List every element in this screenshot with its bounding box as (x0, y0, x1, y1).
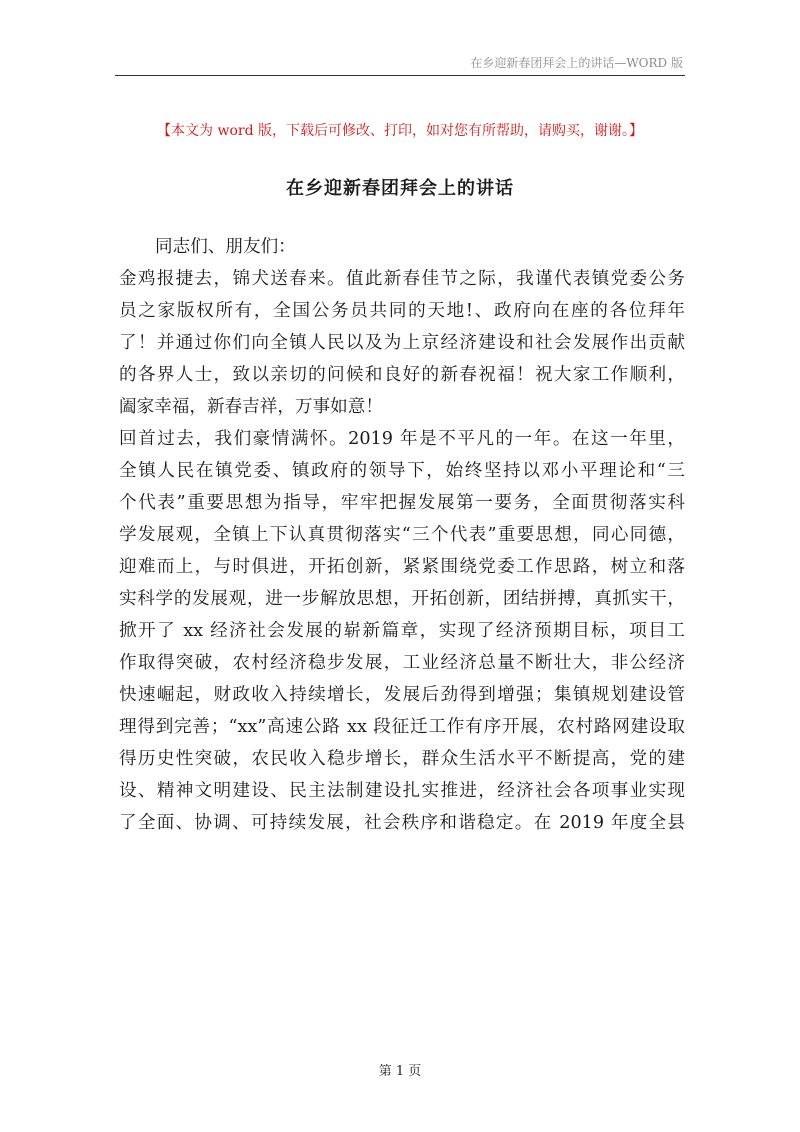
paragraph-1-line: 员之家版权所有，全国公务员共同的天地!、政府向在座的各位拜年 (119, 301, 685, 321)
paragraph-2-line: 得历史性突破，农民收入稳步增长，群众生活水平不断提高，党的建 (119, 749, 685, 769)
download-notice: 【本文为 word 版，下载后可修改、打印，如对您有所帮助，请购买，谢谢。】 (157, 123, 643, 139)
paragraph-2-line: 理得到完善；“xx”高速公路 xx 段征迁工作有序开展，农村路网建设取 (119, 717, 685, 737)
page-number: 第 1 页 (378, 1064, 422, 1079)
document-title: 在乡迎新春团拜会上的讲话 (286, 178, 514, 199)
paragraph-2-line: 迎难而上，与时俱进，开拓创新，紧紧围绕党委工作思路，树立和落 (119, 557, 685, 577)
paragraph-1-line: 阖家幸福，新春吉祥，万事如意！ (119, 397, 383, 417)
paragraph-2-line: 了全面、协调、可持续发展，社会秩序和谐稳定。在 2019 年度全县 (119, 813, 685, 833)
paragraph-2-line: 设、精神文明建设、民主法制建设扎实推进，经济社会各项事业实现 (119, 781, 685, 801)
paragraph-1-line: 金鸡报捷去，锦犬送春来。值此新春佳节之际，我谨代表镇党委公务 (119, 269, 685, 289)
paragraph-1-line: 的各界人士，致以亲切的问候和良好的新春祝福！祝大家工作顺利， (119, 365, 685, 385)
paragraph-1-line: 了！并通过你们向全镇人民以及为上京经济建设和社会发展作出贡献 (119, 333, 685, 353)
running-header: 在乡迎新春团拜会上的讲话—WORD 版 (470, 56, 683, 70)
paragraph-2-line: 作取得突破，农村经济稳步发展，工业经济总量不断壮大，非公经济 (119, 653, 685, 673)
paragraph-2 (119, 423, 685, 839)
greeting: 同志们、朋友们： (155, 237, 296, 257)
paragraph-2-line: 快速崛起，财政收入持续增长，发展后劲得到增强；集镇规划建设管 (119, 685, 685, 705)
paragraph-2-line: 全镇人民在镇党委、镇政府的领导下，始终坚持以邓小平理论和“三 (119, 461, 685, 481)
header-divider (115, 75, 685, 76)
paragraph-2-line: 回首过去，我们豪情满怀。2019 年是不平凡的一年。在这一年里， (119, 429, 685, 449)
paragraph-2-line: 学发展观，全镇上下认真贯彻落实“三个代表”重要思想，同心同德， (119, 525, 685, 545)
paragraph-2-line: 掀开了 xx 经济社会发展的崭新篇章，实现了经济预期目标，项目工 (119, 621, 685, 641)
paragraph-2-line: 实科学的发展观，进一步解放思想，开拓创新，团结拼搏，真抓实干， (119, 589, 685, 609)
document-body (119, 231, 685, 839)
paragraph-2-line: 个代表”重要思想为指导，牢牢把握发展第一要务，全面贯彻落实科 (119, 493, 685, 513)
paragraph-1 (119, 263, 685, 423)
